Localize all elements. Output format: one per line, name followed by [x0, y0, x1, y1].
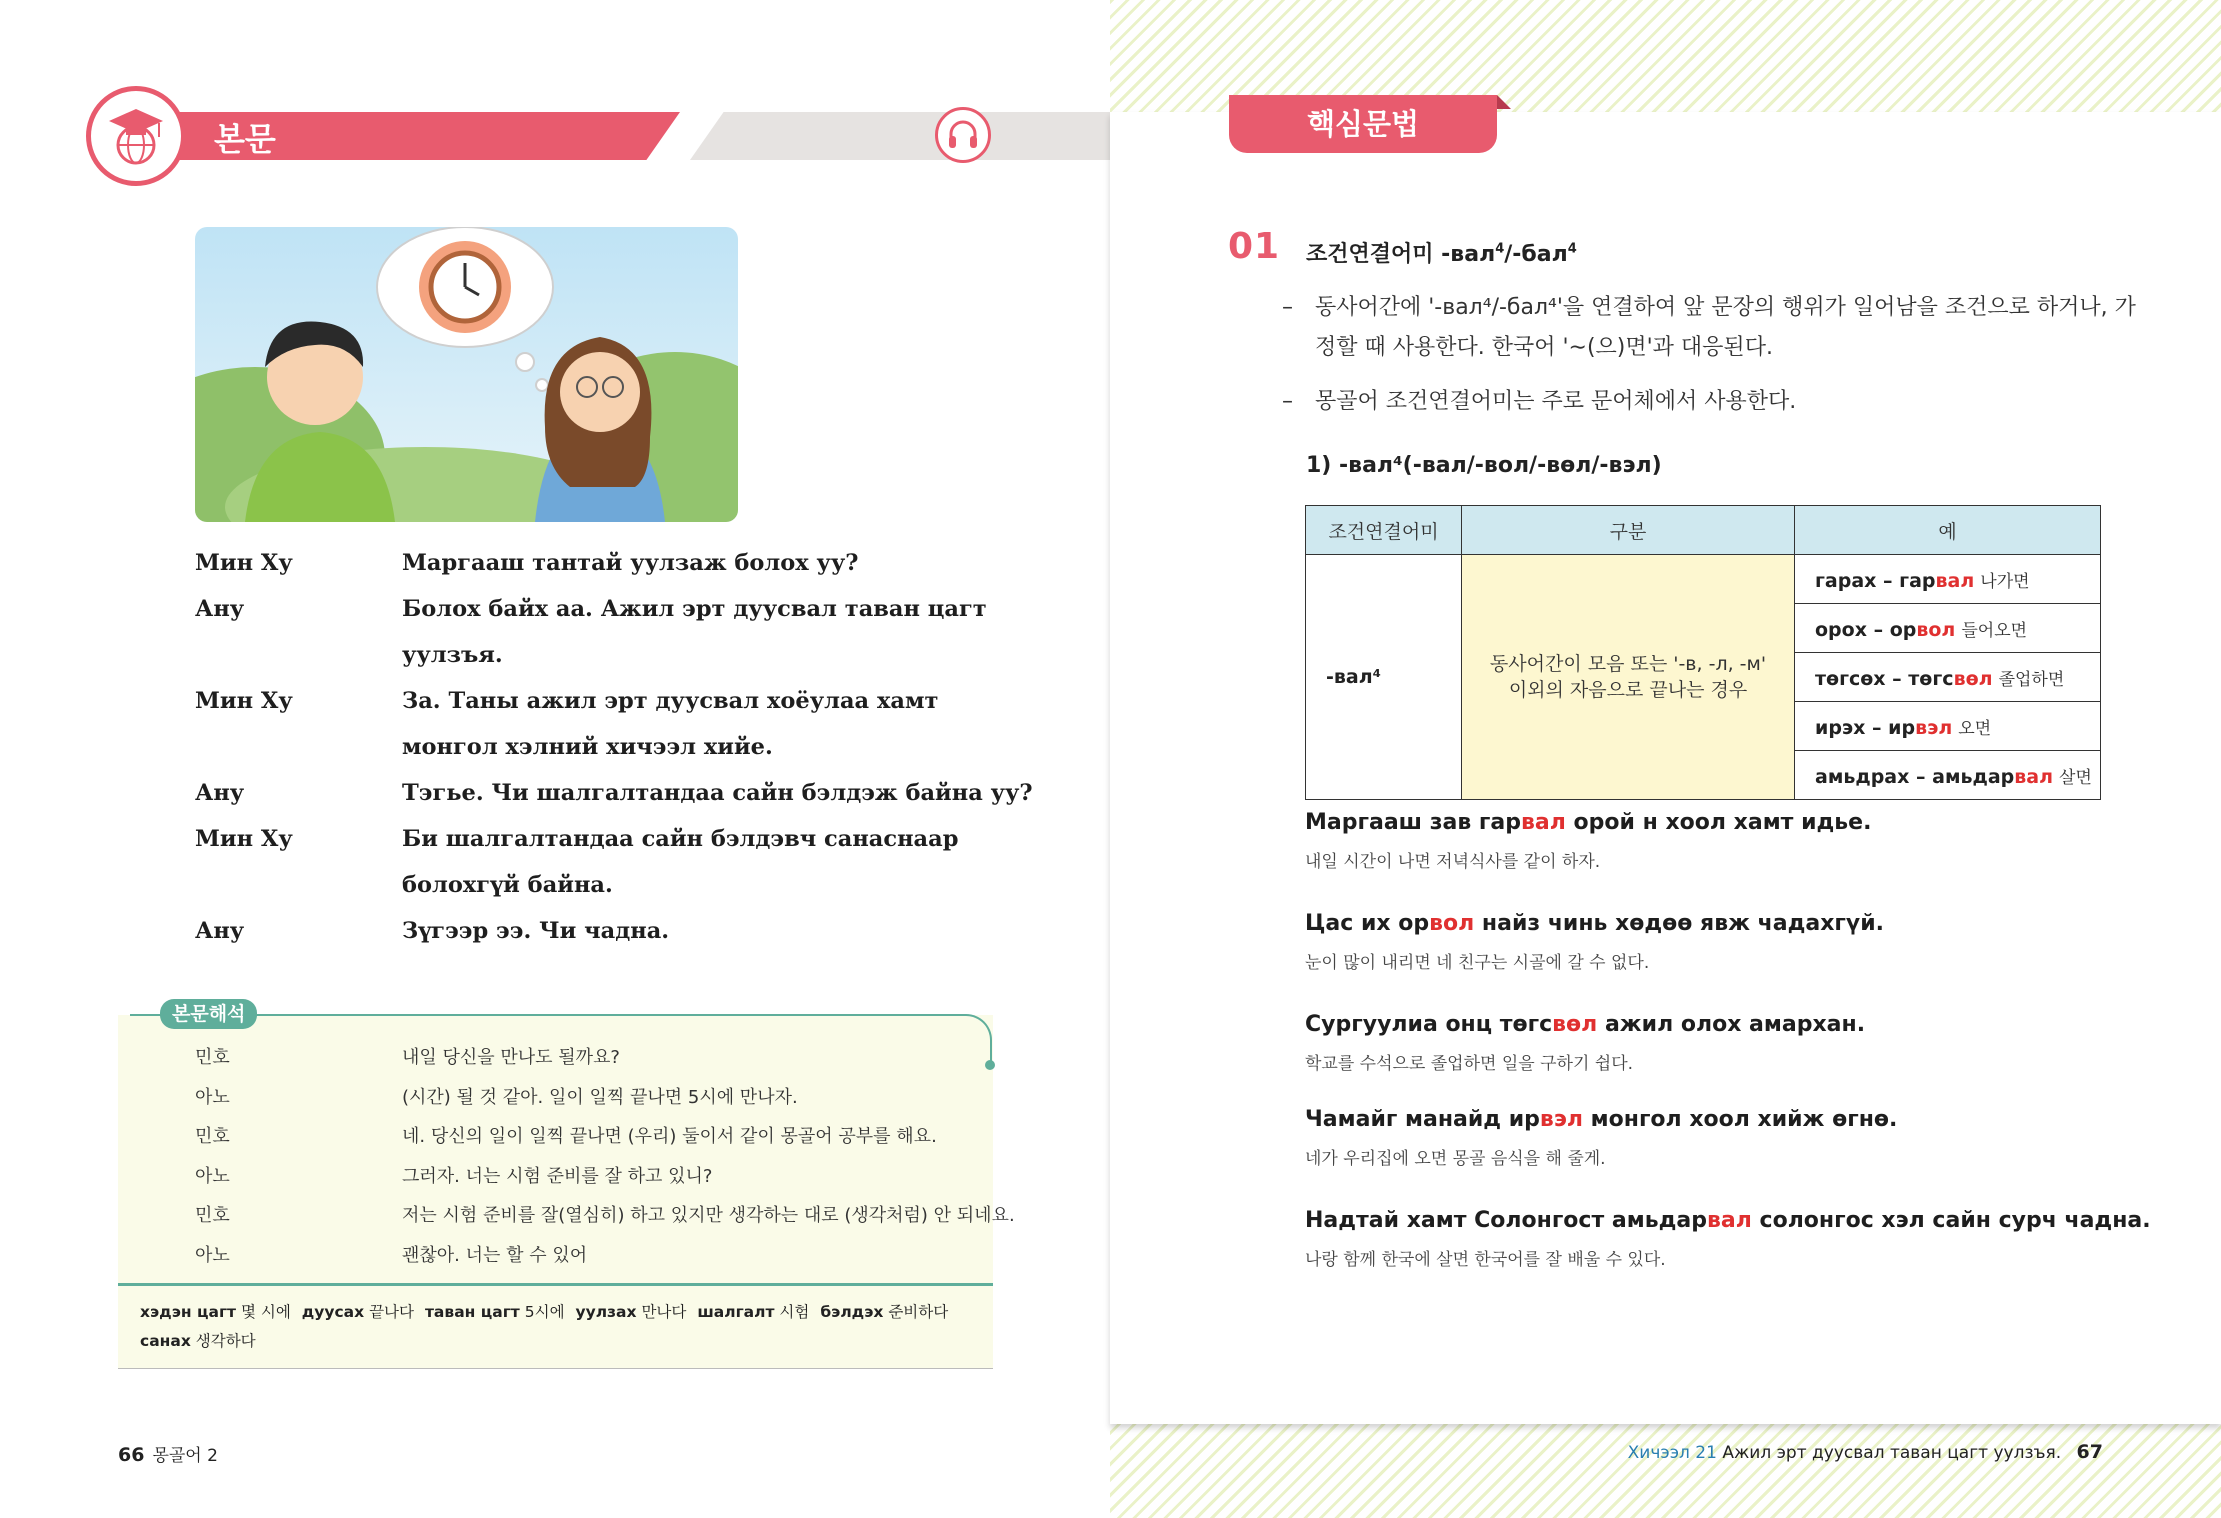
dialogue-line — [195, 586, 1015, 632]
dialogue-text: За. Таны ажил эрт дуусвал хоёулаа хамт — [402, 688, 939, 714]
translation-speaker: 민호 — [195, 1126, 230, 1147]
section-title: 본문 — [214, 120, 276, 158]
dialogue-text: Болох байх аа. Ажил эрт дуусвал таван цагт — [402, 596, 987, 622]
table-header: 구분 — [1462, 506, 1795, 555]
lesson-label: Хичээл 21 — [1627, 1443, 1717, 1463]
dialogue-text: Маргааш тантай уулзаж болох уу? — [402, 550, 859, 576]
dialogue-text: Би шалгалтандаа сайн бэлдэвч санаснаар — [402, 826, 959, 852]
dialogue-line — [195, 908, 1015, 954]
dialogue-text: уулзъя. — [402, 642, 503, 668]
dialogue-text: Зүгээр ээ. Чи чадна. — [402, 918, 670, 944]
example-sentence: Надтай хамт Солонгост амьдарвал солонгос хэл сайн сурч чадна. 나랑 함께 한국에 살면 한국어를 잘 배울 수 있다. — [1305, 1208, 2151, 1270]
vocab-item: уулзах 만나다 — [575, 1303, 687, 1321]
grammar-title: 조건연결어미 -вал$^4$/-бал$^4$ — [1306, 241, 1577, 267]
translation-speaker: 민호 — [195, 1047, 230, 1068]
example-cell: амьдрах – амьдарвал 살면 — [1795, 751, 2101, 800]
example-cell: орох – орвол 들어오면 — [1795, 604, 2101, 653]
example-cell: төгсөх – төгсвөл 졸업하면 — [1795, 653, 2101, 702]
translation-speaker: 아노 — [195, 1245, 230, 1266]
frame-dot — [985, 1060, 995, 1070]
dialogue-line — [195, 724, 1015, 770]
subheading: 1) -вал⁴(-вал/-вол/-вөл/-вэл) — [1306, 453, 1662, 478]
translation-speaker: 민호 — [195, 1205, 230, 1226]
example-sentence: Чамайг манайд ирвэл монгол хоол хийж өгнө. 네가 우리집에 오면 몽골 음식을 해 줄게. — [1305, 1107, 1898, 1169]
example-cell: гарах – гарвал 나가면 — [1795, 555, 2101, 604]
speaker: Мин Ху — [195, 550, 293, 576]
vocab-row — [140, 1329, 262, 1351]
graduation-cap-icon — [86, 86, 186, 186]
section-number: 01 — [1228, 226, 1281, 267]
translation-text: 그러자. 너는 시험 준비를 잘 하고 있니? — [402, 1166, 713, 1187]
table-header: 예 — [1795, 506, 2101, 555]
dialogue-line — [195, 678, 1015, 724]
translation-text: 저는 시험 준비를 잘(열심히) 하고 있지만 생각하는 대로 (생각처럼) 안 되네요. — [402, 1205, 1015, 1226]
speaker: Мин Ху — [195, 688, 293, 714]
translation-speaker: 아노 — [195, 1166, 230, 1187]
dialogue-line — [195, 862, 1015, 908]
category-cell: 동사어간이 모음 또는 '-в, -л, -м' 이외의 자음으로 끝나는 경우 — [1462, 555, 1795, 800]
ending-cell: -вал⁴ — [1306, 555, 1462, 800]
vocab-item: бэлдэх 준비하다 — [820, 1303, 949, 1321]
page-footer-right — [1628, 1441, 2103, 1463]
dialogue-line — [195, 540, 1015, 586]
vocab-item: шалгалт 시험 — [697, 1303, 810, 1321]
table-header: 조건연결어미 — [1306, 506, 1462, 555]
dialogue-line — [195, 816, 1015, 862]
translation-text: 괜찮아. 너는 할 수 있어 — [402, 1245, 588, 1266]
headphones-icon[interactable] — [935, 107, 991, 163]
speaker: Ану — [195, 780, 245, 806]
dialogue-text: Тэгье. Чи шалгалтандаа сайн бэлдэж байна уу? — [402, 780, 1033, 806]
vocab-item: хэдэн цагт 몇 시에 — [140, 1303, 291, 1321]
vocab-item: санах 생각하다 — [140, 1332, 256, 1350]
dialogue — [195, 540, 1033, 954]
vocabulary-box — [118, 1283, 993, 1369]
example-sentence: Сургуулиа онц төгсвөл ажил олох амархан. 학교를 수석으로 졸업하면 일을 구하기 쉽다. — [1305, 1012, 1866, 1074]
right-page: 핵심문법 01 조건연결어미 -вал$^4$/-бал$^4$ – 동사어간에 '-вал⁴/-бал⁴'을 연결하여 앞 문장의 행위가 일어남을 조건으로 하거나, 가 정할 때 사용한다. 한국어 '∼(으)면'과 대응된다. – 몽골어 조건연결어미는 주로 문어체에서 사용한다. 1) -вал⁴(-вал/-вол/-вөл/-вэл) 조건연결어미 구분 예 -вал⁴ 동사어간이 모음 또는 '-в, -л, -м' 이외의 자음으로 끝나는 경우 гарах – гарвал 나가면 орох – орвол 들어오면 төгсөх – төгсвөл 졸업하면 ирэх – ирвэл 오면 амьдрах – амьдарвал 살면 Маргааш зав гарвал орой н хоол хамт идье. 내일 시간이 나면 저녁식사를 같이 하자. Цас их орвол найз чинь хөдөө явж чадахгүй. 눈이 많이 내리면 네 친구는 시골에 갈 수 없다. Сургуулиа онц төгсвөл ажил олох амархан. 학교를 수석으로 졸업하면 일을 구하기 쉽다. Чамайг манайд ирвэл монгол хоол хийж өгнө. 네가 우리집에 오면 몽골 음식을 해 줄게. Надтай хамт Солонгост амьдарвал солонгос хэл сайн сурч чадна. 나랑 함께 한국에 살면 한국어를 잘 배울 수 있다. Хичээл 21 Ажил эрт дуусвал таван цагт уулзъя. 67 — [1110, 0, 2221, 1518]
example-sentence: Цас их орвол найз чинь хөдөө явж чадахгүй. 눈이 많이 내리면 네 친구는 시골에 갈 수 없다. — [1305, 911, 1885, 973]
vocab-item: дуусах 끝나다 — [301, 1303, 414, 1321]
vocab-item: таван цагт 5시에 — [424, 1303, 565, 1321]
left-page — [0, 0, 1110, 1518]
page-number: 66 — [118, 1444, 145, 1466]
page-number: 67 — [2076, 1441, 2103, 1463]
dialogue-illustration — [195, 227, 738, 522]
speaker: Ану — [195, 596, 245, 622]
header-band — [120, 112, 680, 160]
grammar-tab: 핵심문법 — [1229, 95, 1497, 153]
grammar-table — [1305, 505, 2101, 800]
dialogue-text: монгол хэлний хичээл хийе. — [402, 734, 773, 760]
book-title: 몽골어 2 — [152, 1446, 218, 1466]
translation-tag: 본문해석 — [160, 999, 257, 1029]
speaker: Мин Ху — [195, 826, 293, 852]
translation-text: 내일 당신을 만나도 될까요? — [402, 1047, 620, 1068]
example-sentence: Маргааш зав гарвал орой н хоол хамт идье. 내일 시간이 나면 저녁식사를 같이 하자. — [1305, 810, 1872, 872]
dialogue-line — [195, 770, 1033, 816]
speaker: Ану — [195, 918, 245, 944]
translation-text: 네. 당신의 일이 일찍 끝나면 (우리) 둘이서 같이 몽골어 공부를 해요. — [402, 1126, 937, 1147]
translation-speaker: 아노 — [195, 1087, 230, 1108]
lesson-title: Ажил эрт дуусвал таван цагт уулзъя. — [1722, 1443, 2062, 1463]
header-grey-band — [690, 112, 1110, 160]
vocab-row — [140, 1300, 954, 1322]
page-footer-left — [118, 1441, 218, 1466]
example-cell: ирэх – ирвэл 오면 — [1795, 702, 2101, 751]
dialogue-text: болохгүй байна. — [402, 872, 613, 898]
translation-text: (시간) 될 것 같아. 일이 일찍 끝나면 5시에 만나자. — [402, 1087, 798, 1108]
dialogue-line — [195, 632, 1015, 678]
